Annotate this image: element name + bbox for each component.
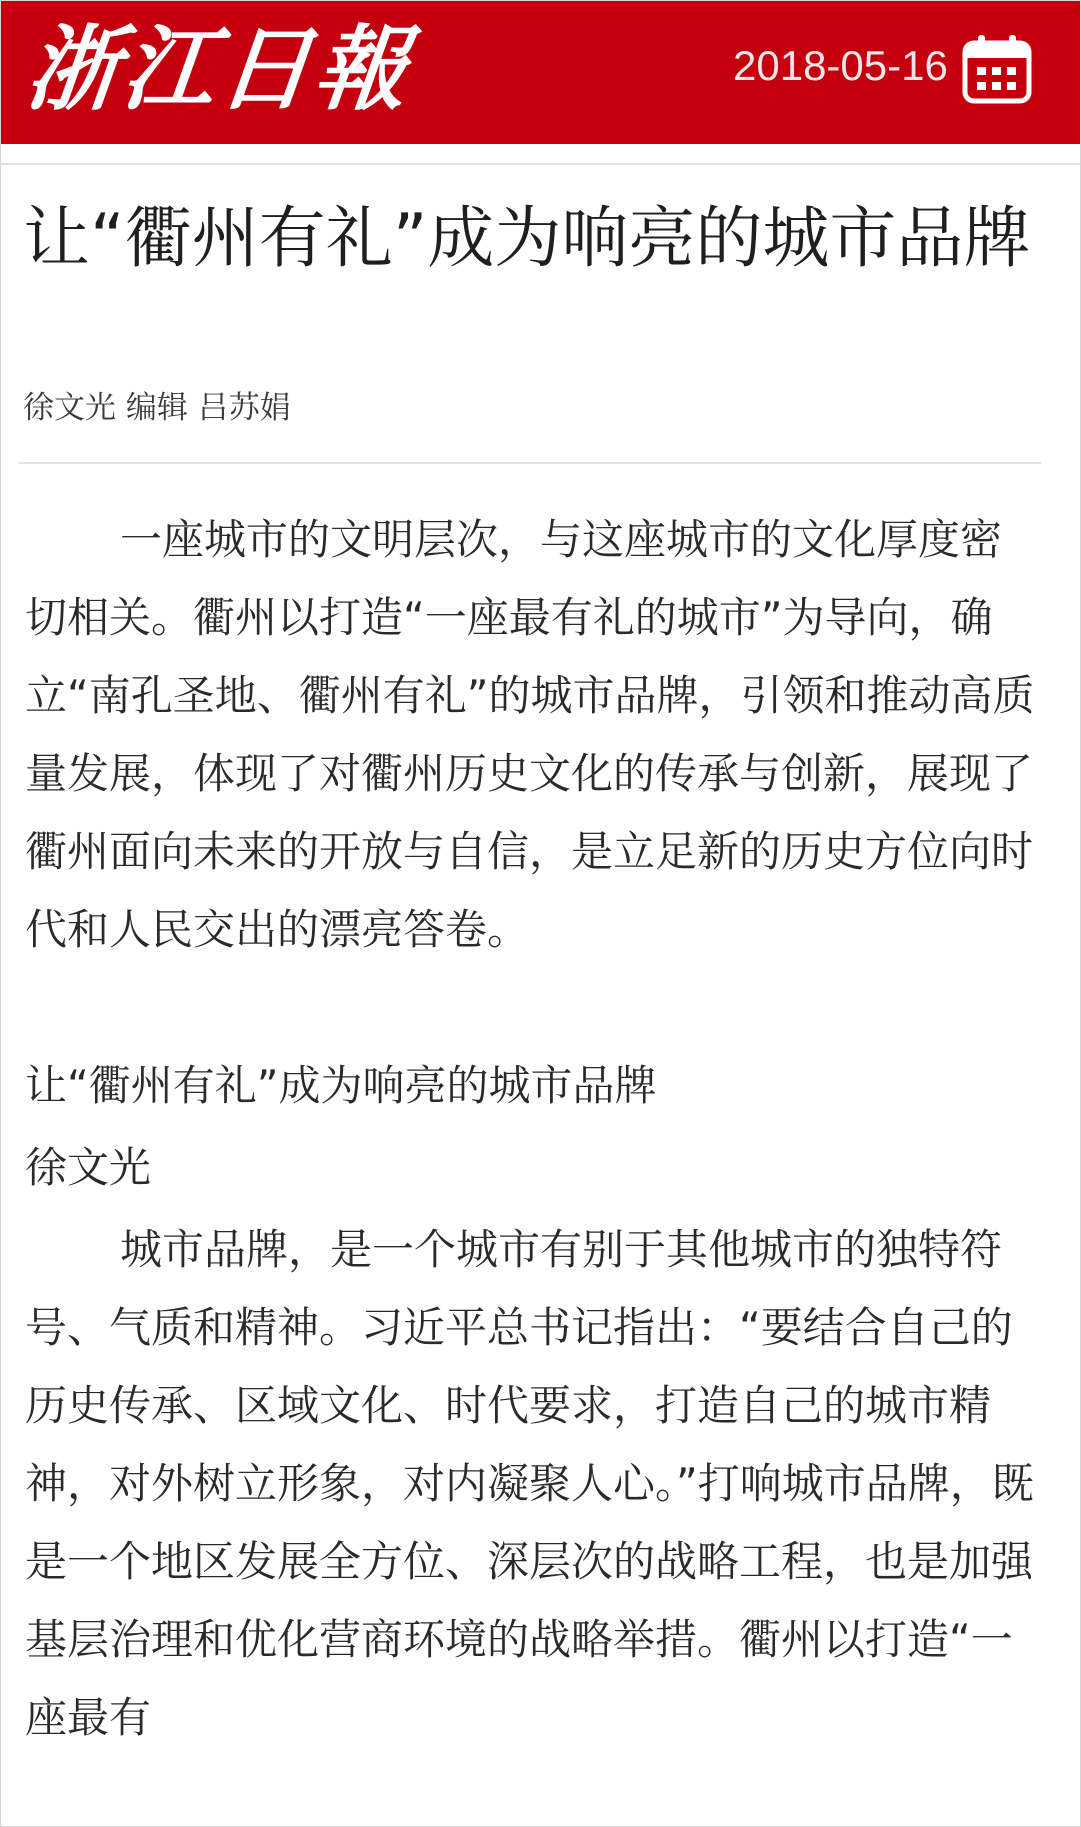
header-divider <box>1 163 1081 165</box>
newspaper-logo[interactable]: 浙江日報 <box>21 15 417 123</box>
calendar-icon-graphic <box>961 33 1033 105</box>
issue-date: 2018-05-16 <box>733 42 948 89</box>
title-divider <box>19 462 1041 464</box>
article-title: 让“衢州有礼”成为响亮的城市品牌 <box>23 199 1031 277</box>
article-author: 徐文光 <box>25 1143 152 1192</box>
article-byline: 徐文光 编辑 吕苏娟 <box>23 390 291 426</box>
article-subtitle: 让“衢州有礼”成为响亮的城市品牌 <box>25 1061 657 1110</box>
article-paragraph: 一座城市的文明层次，与这座城市的文化厚度密切相关。衢州以打造“一座最有礼的城市”为导向，确立“南孔圣地、衢州有礼”的城市品牌，引领和推动高质量发展，体现了对衢州历史文化的传承与创新，展现了衢州面向未来的开放与自信，是立足新的历史方位向时代和人民交出的漂亮答卷。 <box>25 515 1035 954</box>
app-header <box>1 1 1081 144</box>
article-body <box>25 501 1035 1757</box>
calendar-icon[interactable] <box>961 33 1033 105</box>
article-paragraph: 城市品牌，是一个城市有别于其他城市的独特符号、气质和精神。习近平总书记指出：“要结合自己的历史传承、区域文化、时代要求，打造自己的城市精神，对外树立形象，对内凝聚人心。”打响城市品牌，既是一个地区发展全方位、深层次的战略工程，也是加强基层治理和优化营商环境的战略举措。衢州以打造“一座最有 <box>25 1225 1034 1742</box>
